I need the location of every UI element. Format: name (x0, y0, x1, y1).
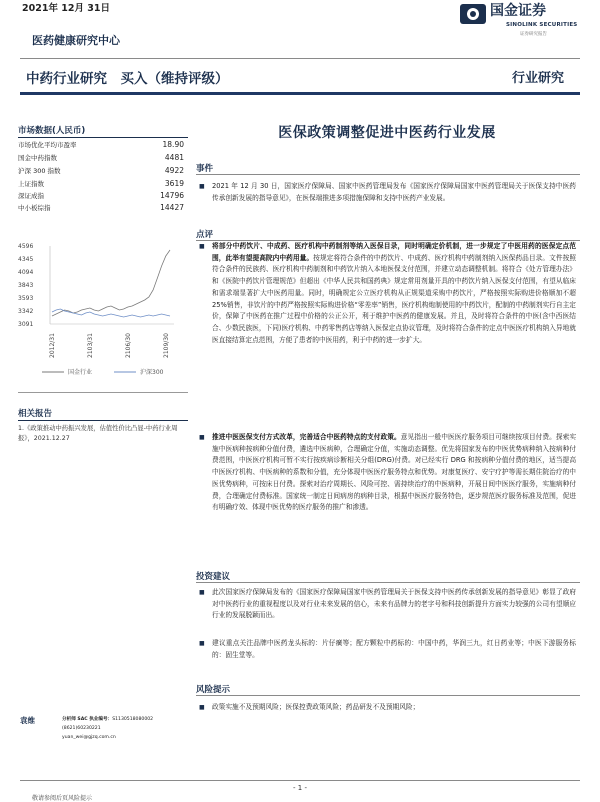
chart-divider (18, 392, 188, 393)
analyst-email[interactable]: yuan_wei@gjzq.com.cn (62, 735, 116, 740)
y-tick-label: 3342 (18, 308, 34, 315)
advice-paragraph-2: 建议重点关注品牌中医药龙头标的：片仔癀等；配方颗粒中药标的：中国中药，华润三九，红日药业等；中医下游服务标的：固生堂等。 (212, 639, 576, 659)
page-title: 医保政策调整促进中医药行业发展 (278, 125, 496, 141)
report-type: 行业研究 (511, 71, 564, 86)
y-tick-label: 4094 (18, 269, 34, 276)
market-data-row: 沪深 300 指数 4922 (18, 166, 184, 175)
market-data-title: 市场数据(人民币) (18, 126, 86, 136)
section-title-comment: 点评 (196, 230, 214, 240)
header-rule (20, 92, 580, 95)
section-title-advice: 投资建议 (196, 572, 231, 582)
bullet-icon: ■ (199, 589, 205, 596)
section-title-risk: 风险提示 (196, 685, 231, 695)
footer-note: 敬请参阅后页风险提示 (32, 795, 93, 802)
research-center: 医药健康研究中心 (32, 34, 120, 47)
header-divider (20, 58, 580, 59)
index-chart (14, 240, 194, 385)
logo-mark-icon (458, 0, 488, 26)
analyst-info: 分析师 SAC 执业编号：S1130518080002 (8621)60230221 yuan_wei@gjzq.com.cn (62, 715, 192, 742)
related-reports-title: 相关报告 (18, 409, 53, 419)
footer-divider (20, 780, 580, 781)
bullet-icon: ■ (199, 640, 205, 647)
legend-label-hs300: 沪深300 (140, 369, 164, 376)
event-paragraph: 2021 年 12 月 30 日，国家医疗保障局、国家中医药管理局发布《国家医疗保障局国家中医药管理局关于医保支持中医药传承创新发展的指导意见》，在医保端推进多项措施保障和支持中医药产业发展。 (212, 182, 576, 202)
related-report-item[interactable]: 1.《政策推动中药振兴发展，估值性价比凸显-中药行业周报》，2021.12.27 (18, 425, 178, 442)
legend-label-sector: 国金行业 (68, 369, 93, 376)
bullet-icon: ■ (199, 243, 205, 250)
section-divider (196, 174, 580, 175)
market-data-row: 深证成指 14796 (18, 191, 184, 200)
section-divider (196, 695, 580, 696)
logo-tagline: 证券研究报告 (520, 32, 547, 37)
x-tick-label: 2103/31 (87, 333, 94, 358)
market-data-row: 国金中药指数 4481 (18, 153, 184, 162)
x-tick-label: 2012/31 (49, 333, 56, 358)
bullet-icon: ■ (199, 434, 205, 441)
series-line-hs300 (52, 309, 170, 317)
market-data-row: 市场优化平均市盈率 18.90 (18, 140, 184, 149)
logo-name: 国金证券 (490, 3, 546, 19)
y-tick-label: 3843 (18, 282, 34, 289)
rating-line: 中药行业研究 买入（维持评级） (26, 71, 229, 87)
bullet-icon: ■ (199, 183, 205, 190)
market-data-row: 上证指数 3619 (18, 179, 184, 188)
index-chart-svg (14, 240, 194, 385)
logo-english: SINOLINK SECURITIES (506, 22, 578, 28)
y-tick-label: 3091 (18, 321, 34, 328)
page-number: - 1 - (293, 784, 307, 792)
y-tick-label: 4345 (18, 256, 34, 263)
analyst-phone: (8621)60230221 (62, 726, 101, 731)
series-line-sector (52, 250, 170, 316)
market-data-row: 中小板综指 14427 (18, 203, 184, 212)
analyst-name: 袁维 (20, 716, 35, 725)
section-title-event: 事件 (196, 164, 214, 174)
comment-paragraph-1: 将部分中药饮片、中成药、医疗机构中药制剂等纳入医保目录，同时明确定价机制，进一步规定了中医用药的医保定点范围，此举有望提高院内中药用量。按规定将符合条件的中药饮片、中成药、医疗机构中药制剂纳入医保药品目录。文件按照符合条件的民族药、医疗机构中药制剂和中药饮片纳入本地医保支付范围，并建立动态调整机制。将符合《处方管理办法》和《医院中药饮片管理规范》但超出《中华人民共和国药典》规定常用剂量开具的中药饮片纳入医保支付范围，有望从临床和需求端显著扩大中医药用量。同时，明确规定公立医疗机构从正规渠道采购中药饮片，严格按照实际购进价格顺加不超 25%销售，非饮片的中药严格按照实际购进价格“零差率”销售，医疗机构炮制使用的中药饮片，配制的中药制剂实行自主定价，保障了中医药在推广过程中价格的公正公开，利于维护中医药的健康发展。并且，及时将符合条件的中医(含中西医结合、少数民族医，下同)医疗机构、中药零售药店等纳入医保定点协议管理，及时将符合条件的定点中医医疗机构纳入异地就医直接结算定点范围，方便了患者的中医用药，利于中药的进一步扩大。 (212, 242, 576, 344)
x-tick-label: 2109/30 (163, 333, 170, 358)
related-divider (18, 420, 188, 421)
comment-paragraph-2: 推进中医医保支付方式改革，完善适合中医药特点的支付政策。意见指出一般中医医疗服务项目可继续按项目付费。探索实施中医病种按病种分值付费，遴选中医病种，合理确定分值，实施动态调整。优先将国家发布的中医优势病种纳入按病种付费范围，中医医疗机构可暂不实行按疾病诊断相关分组(DRG)付费。对已经实行 DRG 和按病种分值付费的地区，适当提高中医医疗机构、中医病种的系数和分值，充分体现中医医疗服务特点和优势。对康复医疗、安宁疗护等需长期住院治疗的中医优势病种，可按床日付费。探索对治疗周期长、风险可控、需持续治疗的中医病种，开展日间中医医疗服务，实施病种付费，合理确定付费标准。国家统一制定日间病房的病种目录，根据中医医疗服务特色，逐步规范医疗服务标准及范围，促进有明确疗效、体现中医优势的医疗服务的推广和渗透。 (212, 433, 577, 512)
x-tick-label: 2106/30 (125, 333, 132, 358)
risk-paragraph: 政策实施不及预期风险；医保控费政策风险；药品研发不及预期风险； (212, 703, 420, 711)
report-date: 2021年 12月 31日 (22, 3, 110, 14)
market-data-divider (18, 137, 188, 138)
bullet-icon: ■ (199, 704, 205, 711)
y-tick-label: 3593 (18, 295, 34, 302)
y-tick-label: 4596 (18, 243, 34, 250)
section-divider (196, 582, 580, 583)
advice-paragraph-1: 此次国家医疗保障局发布的《国家医疗保障局国家中医药管理局关于医保支持中医药传承创新发展的指导意见》彰显了政府对中医药行业的重视程度以及对行业未来发展的信心，未来有品牌力的老字号和科技创新提升方面实力较强的公司有望顺应行业的发展脱颖而出。 (212, 588, 576, 620)
